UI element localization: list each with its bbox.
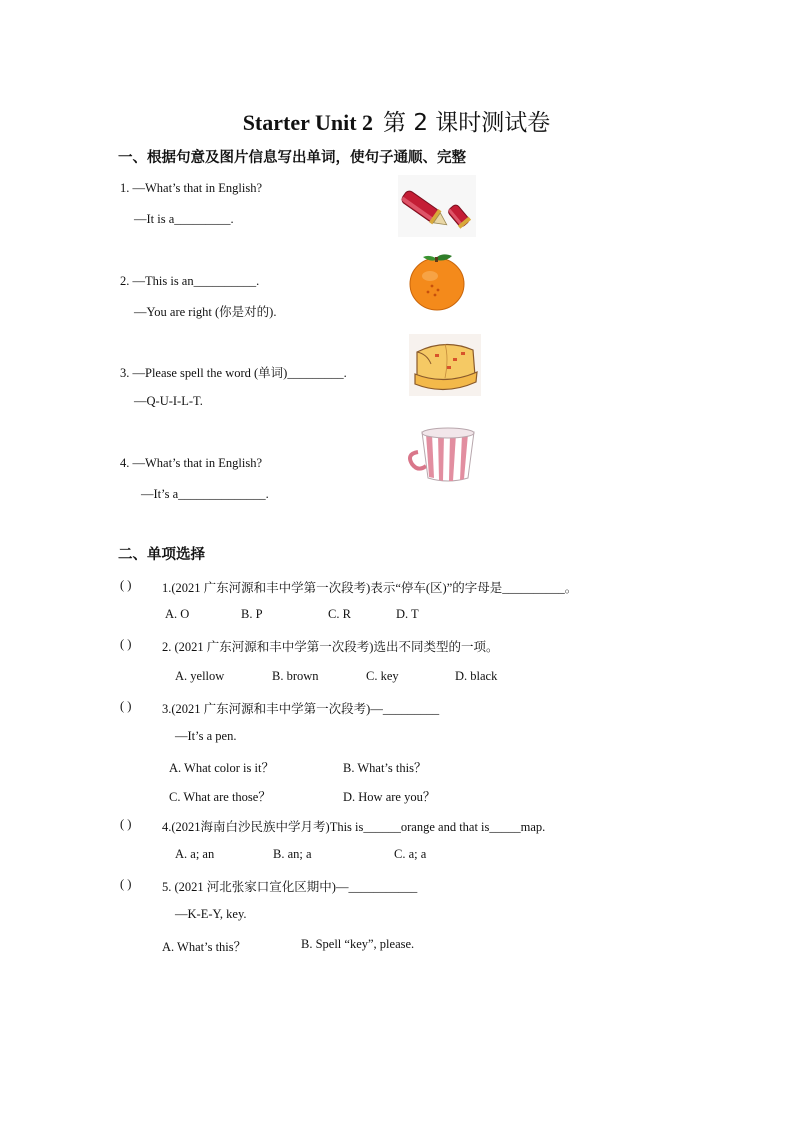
section1-heading: 一、根据句意及图片信息写出单词，使句子通顺、完整	[118, 150, 466, 166]
title-chinese: 第 2 课时测试卷	[383, 110, 551, 136]
s2-q3-option-d[interactable]: D. How are you？	[343, 790, 436, 804]
s2-q2-option-c[interactable]: C. key	[366, 669, 399, 683]
quilt-icon	[409, 334, 481, 396]
s1-q2-line2: —You are right (你是对的).	[134, 305, 277, 319]
s2-q3-option-a[interactable]: A. What color is it？	[169, 761, 274, 775]
page-title	[0, 104, 793, 137]
s2-q1-answer-paren[interactable]: ( )	[120, 578, 132, 592]
pen-icon	[398, 175, 476, 237]
s1-q4-line2: —It’s a______________.	[141, 487, 269, 501]
s2-q2-stem: 2. (2021 广东河源和丰中学第一次段考)选出不同类型的一项。	[162, 640, 499, 654]
s2-q2-option-d[interactable]: D. black	[455, 669, 498, 683]
s2-q1-stem: 1.(2021 广东河源和丰中学第一次段考)表示“停车(区)”的字母是__________。	[162, 581, 578, 595]
s2-q3-stem: 3.(2021 广东河源和丰中学第一次段考)—_________	[162, 702, 440, 716]
s2-q4-option-b[interactable]: B. an; a	[273, 847, 312, 861]
s2-q5-stem: 5. (2021 河北张家口宣化区期中)—___________	[162, 880, 418, 894]
s2-q3-option-b[interactable]: B. What’s this？	[343, 761, 427, 775]
s2-q3-given-answer: —It’s a pen.	[175, 729, 237, 743]
s1-q4-line1: 4. —What’s that in English?	[120, 456, 262, 470]
section2-heading: 二、单项选择	[118, 547, 205, 563]
cup-icon	[408, 426, 478, 486]
s1-q3-line2: —Q-U-I-L-T.	[134, 394, 203, 408]
s2-q4-option-a[interactable]: A. a; an	[175, 847, 215, 861]
s1-q1-line2: —It is a_________.	[134, 212, 234, 226]
s2-q2-answer-paren[interactable]: ( )	[120, 637, 132, 651]
s1-q1-line1: 1. —What’s that in English?	[120, 181, 262, 195]
s2-q1-option-d[interactable]: D. T	[396, 607, 419, 621]
s2-q4-option-c[interactable]: C. a; a	[394, 847, 427, 861]
s2-q2-option-a[interactable]: A. yellow	[175, 669, 225, 683]
s2-q1-option-c[interactable]: C. R	[328, 607, 351, 621]
s2-q3-answer-paren[interactable]: ( )	[120, 699, 132, 713]
s2-q5-answer-paren[interactable]: ( )	[120, 877, 132, 891]
s2-q4-answer-paren[interactable]: ( )	[120, 817, 132, 831]
s2-q3-option-c[interactable]: C. What are those？	[169, 790, 271, 804]
s2-q5-given-answer: —K-E-Y, key.	[175, 907, 247, 921]
s1-q2-line1: 2. —This is an__________.	[120, 274, 260, 288]
s2-q4-stem: 4.(2021海南白沙民族中学月考)This is______orange and that is_____map.	[162, 820, 546, 834]
s1-q3-line1: 3. —Please spell the word (单词)_________.	[120, 366, 347, 380]
s2-q5-option-a[interactable]: A. What’s this？	[162, 940, 247, 954]
title-english: Starter Unit 2	[242, 110, 374, 135]
s2-q5-option-b[interactable]: B. Spell “key”, please.	[301, 937, 415, 951]
s2-q1-option-a[interactable]: A. O	[165, 607, 190, 621]
orange-icon	[408, 250, 468, 312]
s2-q1-option-b[interactable]: B. P	[241, 607, 263, 621]
s2-q2-option-b[interactable]: B. brown	[272, 669, 319, 683]
